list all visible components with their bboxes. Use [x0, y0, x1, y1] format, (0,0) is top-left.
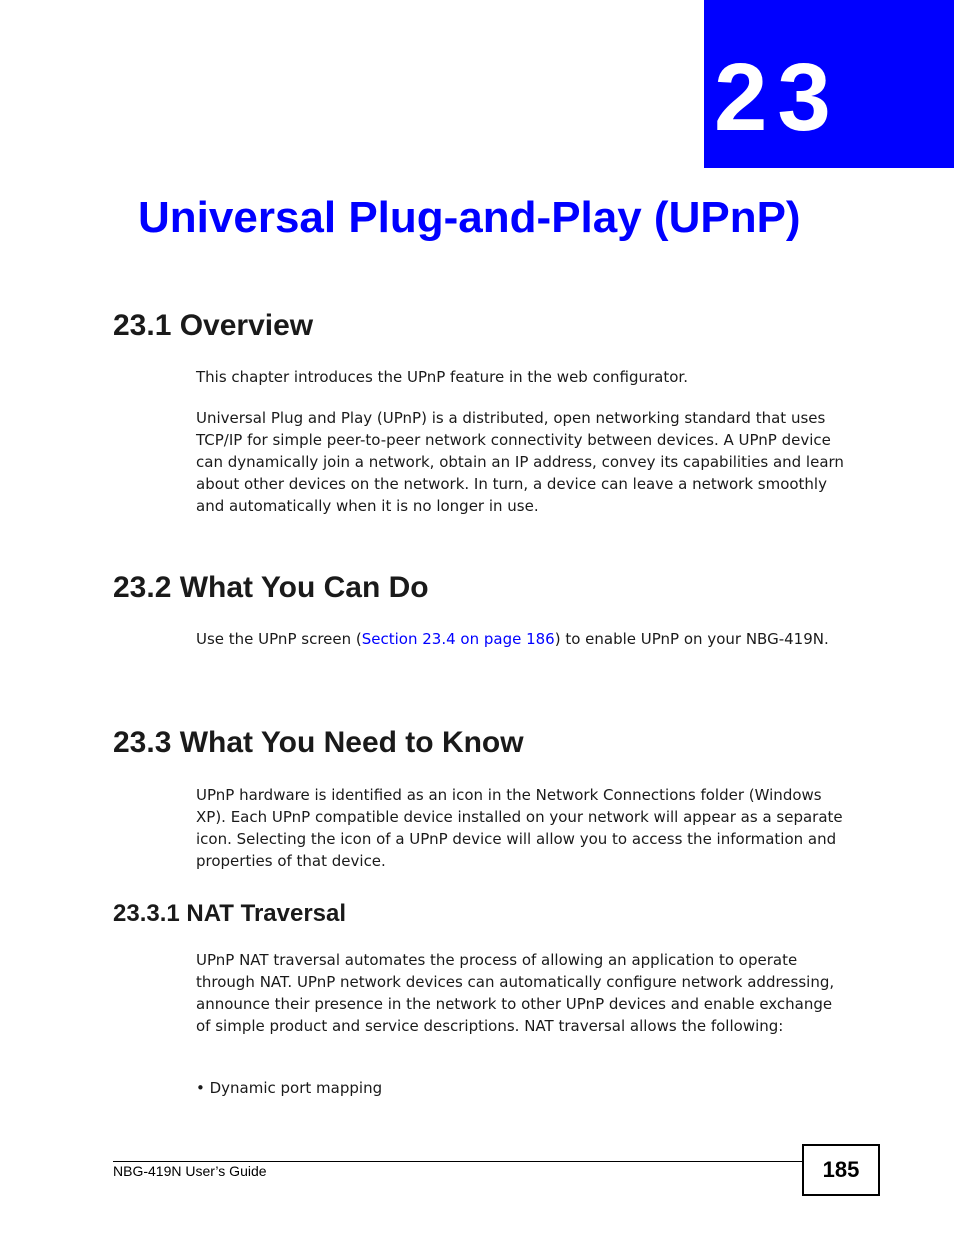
- section-heading-what-you-can-do: 23.2 What You Can Do: [113, 571, 429, 604]
- subsection-heading-nat-traversal: 23.3.1 NAT Traversal: [113, 900, 347, 927]
- section-23-4-link[interactable]: Section 23.4 on page 186: [361, 630, 555, 648]
- what-you-can-do-paragraph: [196, 628, 844, 650]
- chapter-title: Universal Plug-and-Play (UPnP): [138, 193, 801, 242]
- section-heading-what-you-need-to-know: 23.3 What You Need to Know: [113, 726, 524, 759]
- nat-traversal-paragraph: UPnP NAT traversal automates the process of allowing an application to operate through NAT. UPnP network devices can automatically configure network addressing, announce their presence in the network to other UPnP devices and enable exchange of simple product and service descriptions. NAT traversal allows the following:: [196, 951, 835, 1035]
- footer-guide-title: NBG-419N User’s Guide: [113, 1163, 267, 1179]
- paragraph-text-before-link: Use the UPnP screen (: [196, 630, 362, 648]
- page-number: 185: [802, 1144, 880, 1196]
- bullet-dynamic-port-mapping: • Dynamic port mapping: [196, 1079, 383, 1097]
- footer-rule: [113, 1161, 803, 1162]
- chapter-number: 23: [714, 44, 841, 151]
- need-to-know-paragraph: UPnP hardware is identified as an icon in the Network Connections folder (Windows XP). Each UPnP compatible device installed on your network will appear as a separate icon. Selecting the icon of a UPnP device will allow you to access the information and properties of that device.: [196, 786, 843, 870]
- overview-paragraph-1: This chapter introduces the UPnP feature in the web configurator.: [196, 368, 688, 386]
- paragraph-text-after-link: ) to enable UPnP on your NBG-419N.: [554, 630, 829, 648]
- overview-paragraph-2: Universal Plug and Play (UPnP) is a distributed, open networking standard that uses TCP/IP for simple peer-to-peer network connectivity between devices. A UPnP device can dynamically join a network, obtain an IP address, convey its capabilities and learn about other devices on the network. In turn, a device can leave a network smoothly and automatically when it is no longer in use.: [196, 409, 844, 515]
- section-heading-overview: 23.1 Overview: [113, 309, 314, 342]
